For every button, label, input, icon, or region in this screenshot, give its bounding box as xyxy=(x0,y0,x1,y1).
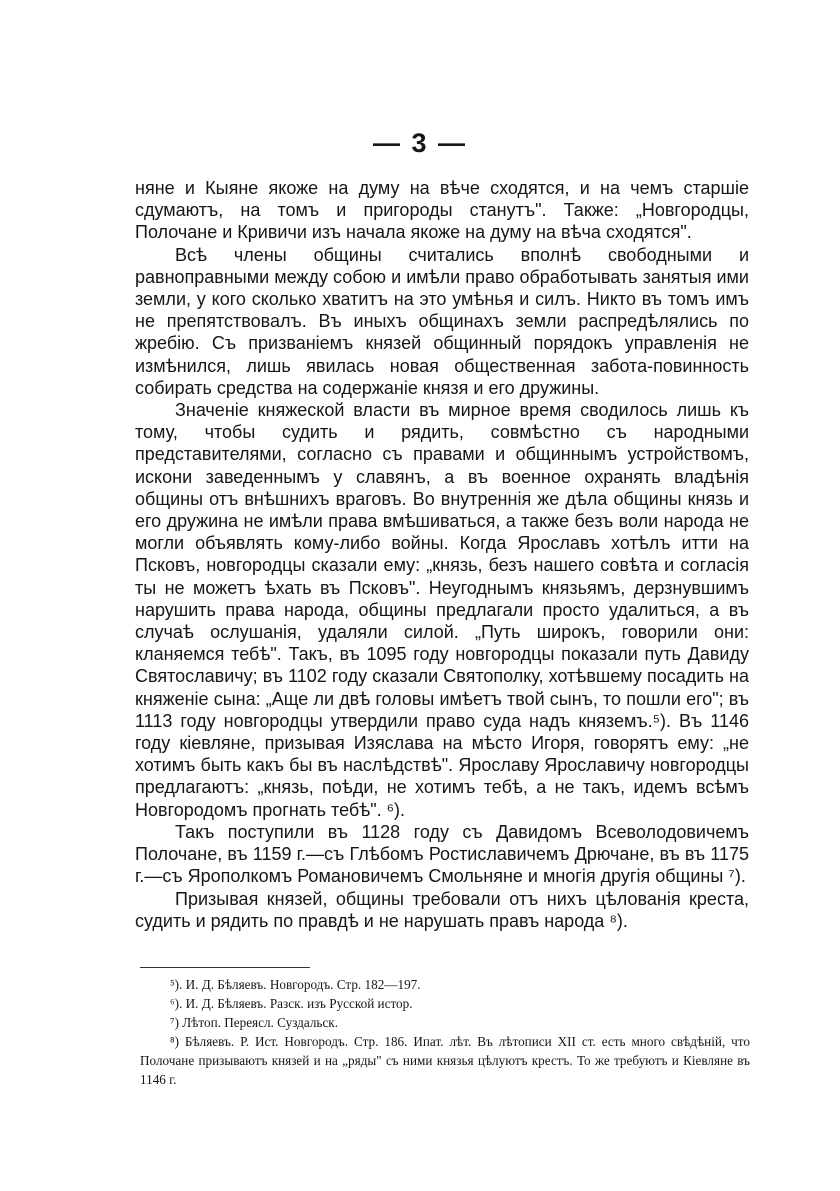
paragraph: Значенiе княжеской власти въ мирное время сводилось лишь къ тому, чтобы судить и рядить, совмѣстно съ народными представителями, согласно съ правами и общиннымъ устройствомъ, искони заведеннымъ у славянъ, а въ военное охранять владѣнiя общины отъ внѣшнихъ враговъ. Во внутреннiя же дѣла общины князь и его дружина не имѣли права вмѣшиваться, а также безъ воли народа не могли объявлять кому-либо войны. Когда Ярославъ хотѣлъ итти на Псковъ, новгородцы сказали ему: „князь, безъ нашего совѣта и согласiя ты не можетъ ѣхать въ Псковъ". Неугоднымъ князьямъ, дерзнувшимъ нарушить права народа, общины предлагали просто удалиться, а въ случаѣ ослушанiя, удаляли силой. „Путь широкъ, говорили они: кланяемся тебѣ". Такъ, въ 1095 году новгородцы показали путь Давиду Святославичу; въ 1102 году сказали Святополку, хотѣвшему посадить на княженiе сына: „Аще ли двѣ головы имѣетъ твой сынъ, то пошли его"; въ 1113 году новгородцы утвердили право суда надъ княземъ.⁵). Въ 1146 году кiевляне, призывая Изяслава на мѣсто Игоря, говорятъ ему: „не хотимъ быть какъ бы въ наслѣдствѣ". Ярославу Ярославичу новгородцы предлагаютъ: „князь, поѣди, не хотимъ тебѣ, а не такъ, идемъ всѣмъ Новгородомъ прогнать тебѣ". ⁶). xyxy=(135,400,749,820)
main-text xyxy=(135,177,749,932)
footnote: ⁶). И. Д. Бѣляевъ. Разск. изъ Русской истор. xyxy=(170,996,413,1011)
paragraph: Такъ поступили въ 1128 году съ Давидомъ Всеволодовичемъ Полочане, въ 1159 г.—съ Глѣбомъ Ростиславичемъ Дрючане, въ въ 1175 г.—съ Ярополкомъ Романовичемъ Смольняне и многiя другiя общины ⁷). xyxy=(135,821,749,887)
page-number: — 3 — xyxy=(372,128,468,158)
footnote: ⁸) Бѣляевъ. Р. Ист. Новгородъ. Стр. 186. Ипат. лѣт. Въ лѣтописи XII ст. есть много свѣдѣнiй, что Полочане призываютъ князей и на „ряды" съ ними князья цѣлуютъ крестъ. То же требуютъ и Кiевляне въ 1146 г. xyxy=(140,1034,750,1087)
paragraph: Призывая князей, общины требовали отъ нихъ цѣлованiя креста, судить и рядить по правдѣ и не нарушать правъ народа ⁸). xyxy=(135,888,749,931)
footnotes xyxy=(140,975,750,1089)
paragraph: няне и Кыяне якоже на думу на вѣче сходятся, и на чемъ старшiе сдумаютъ, на томъ и пригороды станутъ". Также: „Новгородцы, Полочане и Кривичи изъ начала якоже на думу на вѣча сходятся". xyxy=(135,178,749,243)
footnote-divider xyxy=(140,967,310,968)
footnote: ⁵). И. Д. Бѣляевъ. Новгородъ. Стр. 182—197. xyxy=(170,977,421,992)
footnote: ⁷) Лѣтоп. Переясл. Суздальск. xyxy=(170,1015,339,1030)
paragraph: Всѣ члены общины считались вполнѣ свободными и равноправными между собою и имѣли право обработывать занятыя ими земли, у кого сколько хватитъ на это умѣнья и силъ. Никто въ томъ имъ не препятствовалъ. Въ иныхъ общинахъ земли распредѣлялись по жребiю. Съ призванiемъ князей общинный порядокъ управленiя не измѣнился, лишь явилась новая общественная забота-повинность собирать средства на содержанiе князя и его дружины. xyxy=(135,244,749,398)
